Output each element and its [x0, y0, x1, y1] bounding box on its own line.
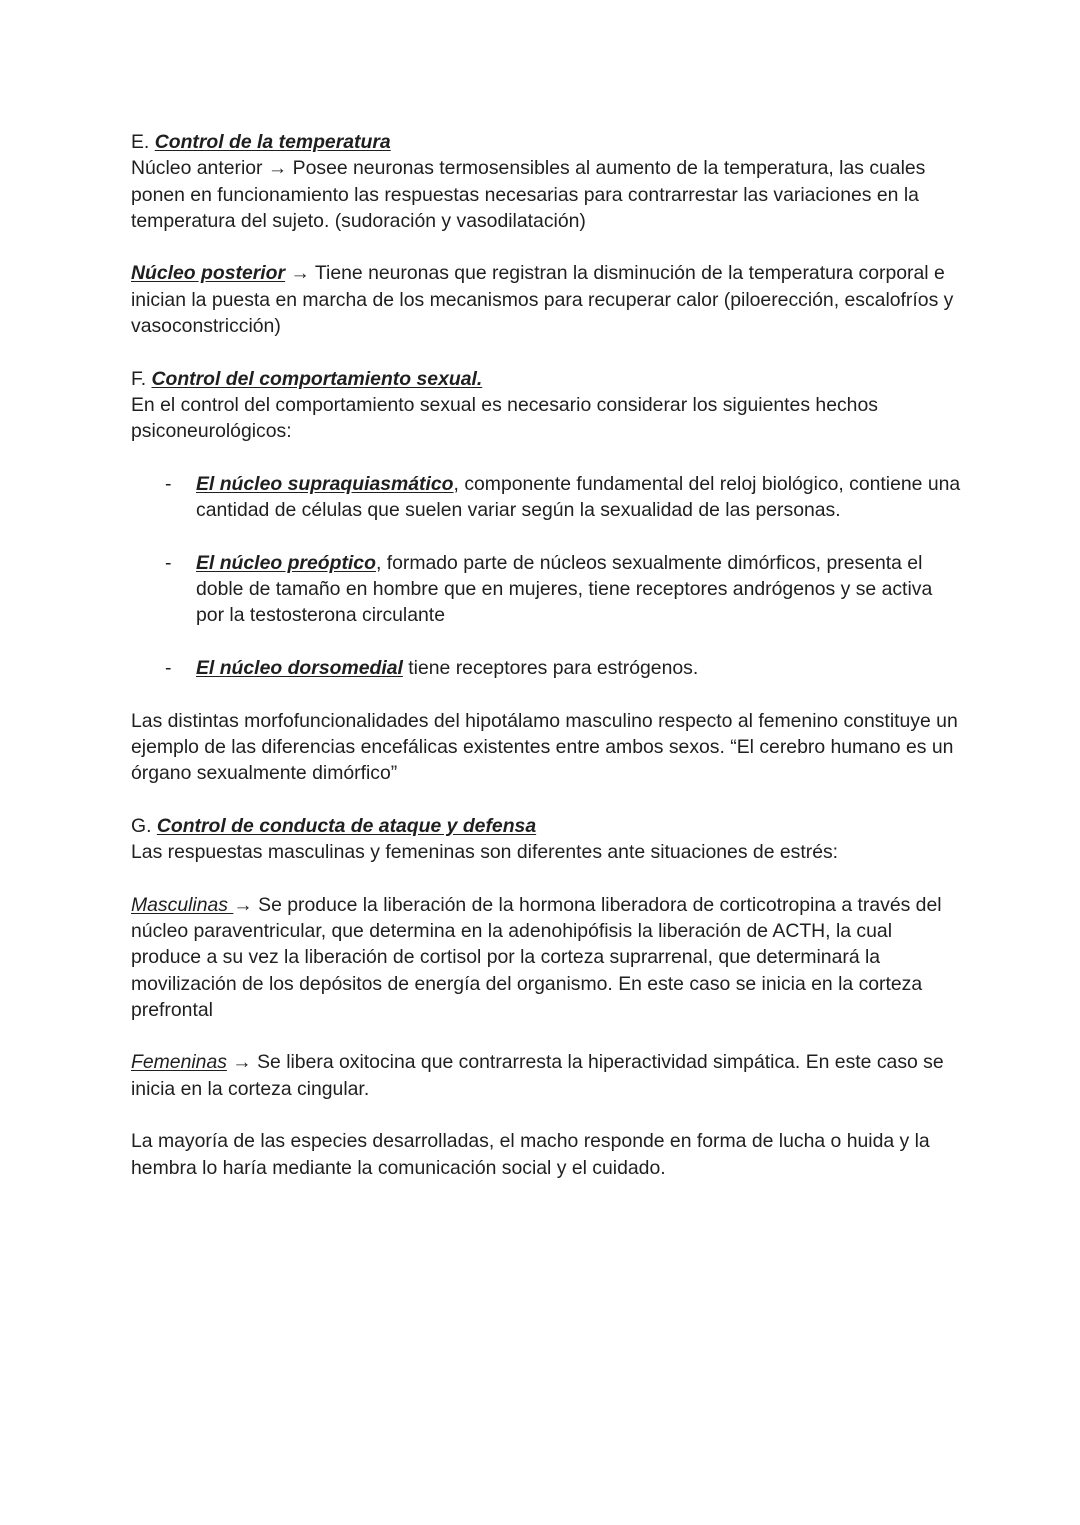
masculinas-text: → Se produce la liberación de la hormona liberadora de corticotropina a través del núcleo paraventricular, que determina en la adenohipófisis la liberación de ACTH, la cual produce a su vez la liberación de cortisol por la corteza suprarrenal, que determinará la movilización de los depósitos de energía del organismo. En este caso se inicia en la corteza prefrontal: [131, 893, 942, 1021]
section-g-heading: [131, 813, 961, 839]
list-dash: -: [165, 472, 172, 495]
bullet-text: , formado parte de núcleos sexualmente dimórficos, presenta el doble de tamaño en hombre que en mujeres, tiene receptores andrógenos y se activa por la testosterona circulante: [196, 551, 933, 627]
section-f-intro: En el control del comportamiento sexual es necesario considerar los siguientes hechos psiconeurológicos:: [131, 393, 878, 443]
section-g-title: Control de conducta de ataque y defensa: [156, 814, 537, 837]
document-page: [131, 129, 961, 1181]
bullet-text: tiene receptores para estrógenos.: [402, 656, 699, 679]
closing-paragraph: La mayoría de las especies desarrolladas, el macho responde en forma de lucha o huida y la hembra lo haría mediante la comunicación social y el cuidado.: [131, 1130, 930, 1179]
section-e-paragraph-posterior: [131, 260, 961, 339]
section-g-intro: Las respuestas masculinas y femeninas son diferentes ante situaciones de estrés:: [131, 841, 839, 864]
list-dash: -: [165, 656, 172, 679]
list-dash: -: [165, 551, 172, 574]
list-item: [131, 471, 961, 524]
femeninas-text: → Se libera oxitocina que contrarresta la hiperactividad simpática. En este caso se inicia en la corteza cingular.: [131, 1051, 944, 1100]
section-f-letter: F.: [131, 367, 152, 390]
list-item: [131, 550, 961, 629]
section-f-title: Control del comportamiento sexual.: [151, 367, 483, 390]
bullet-label: El núcleo dorsomedial: [196, 656, 403, 679]
nucleo-posterior-text: → Tiene neuronas que registran la disminución de la temperatura corporal e inician la puesta en marcha de los mecanismos para recuperar calor (piloerección, escalofríos y vasoconstricción): [131, 262, 954, 338]
section-e-title: Control de la temperatura: [154, 131, 391, 153]
bullet-label: El núcleo supraquiasmático: [196, 472, 454, 495]
section-g-letter: G.: [131, 814, 157, 837]
section-e-paragraph-anterior: Núcleo anterior → Posee neuronas termosensibles al aumento de la temperatura, las cuales ponen en funcionamiento las respuestas necesarias para contrarrestar las variaciones en la temperatura del sujeto. (sudoración y vasodilatación): [131, 157, 926, 232]
list-item: [131, 655, 961, 681]
section-e-letter: E.: [131, 131, 155, 153]
section-e-heading: [131, 129, 961, 155]
section-f-conclusion: Las distintas morfofuncionalidades del hipotálamo masculino respecto al femenino constituye un ejemplo de las diferencias encefálicas existentes entre ambos sexos. “El cerebro humano es un órgano sexualmente dimórfico”: [131, 709, 958, 785]
femeninas-paragraph: [131, 1049, 961, 1102]
femeninas-label: Femeninas: [131, 1051, 227, 1074]
masculinas-label: Masculinas: [131, 893, 234, 916]
bullet-label: El núcleo preóptico: [196, 551, 376, 574]
bullet-text: , componente fundamental del reloj biológico, contiene una cantidad de células que suelen variar según la sexualidad de las personas.: [196, 472, 961, 522]
nucleo-posterior-label: Núcleo posterior: [131, 262, 286, 285]
masculinas-paragraph: [131, 892, 961, 1023]
section-f-heading: [131, 366, 961, 392]
